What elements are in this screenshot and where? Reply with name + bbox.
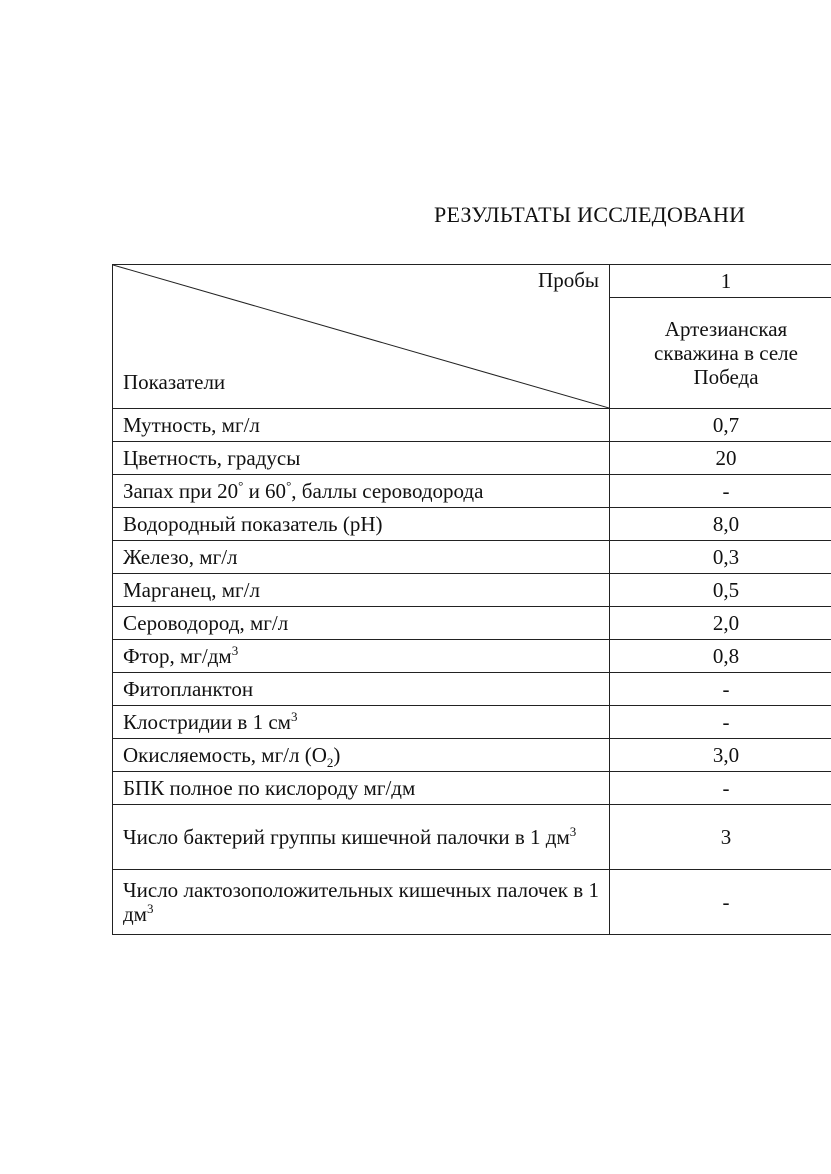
table-row <box>113 574 831 607</box>
degree-mark: ° <box>238 478 244 493</box>
parameter-text: Окисляемость, мг/л (O <box>123 743 327 767</box>
value-cell: - <box>610 706 831 739</box>
table-row <box>113 508 831 541</box>
superscript: 3 <box>146 901 154 916</box>
table-row <box>113 409 831 442</box>
table-row <box>113 706 831 739</box>
samples-label: Пробы <box>538 268 599 292</box>
parameter-cell: Водородный показатель (pH) <box>113 508 610 541</box>
header-row <box>113 265 831 298</box>
table-row <box>113 541 831 574</box>
value-cell: 0,8 <box>610 640 831 673</box>
table-row <box>113 870 831 935</box>
value-cell: - <box>610 475 831 508</box>
diagonal-header-cell <box>113 265 610 409</box>
value-cell: 0,5 <box>610 574 831 607</box>
parameter-cell: Марганец, мг/л <box>113 574 610 607</box>
parameter-text: Число лактозоположительных кишечных палочек в 1 дм <box>123 878 599 926</box>
parameter-cell: Цветность, градусы <box>113 442 610 475</box>
superscript: 3 <box>569 824 577 839</box>
parameter-cell <box>113 805 610 870</box>
parameter-cell <box>113 640 610 673</box>
indicators-label: Показатели <box>123 370 226 394</box>
parameter-text: Запах при 20 <box>123 479 239 503</box>
table-row <box>113 607 831 640</box>
parameter-text: Число бактерий группы кишечной палочки в 1 дм <box>123 825 570 849</box>
parameter-cell: Мутность, мг/л <box>113 409 610 442</box>
value-cell: - <box>610 772 831 805</box>
parameter-cell: БПК полное по кислороду мг/дм <box>113 772 610 805</box>
table-row <box>113 739 831 772</box>
value-cell: - <box>610 673 831 706</box>
value-cell: 3,0 <box>610 739 831 772</box>
parameter-text: , баллы сероводорода <box>291 479 484 503</box>
results-table <box>112 264 831 935</box>
value-cell: 3 <box>610 805 831 870</box>
parameter-cell: Сероводород, мг/л <box>113 607 610 640</box>
parameter-cell <box>113 739 610 772</box>
parameter-cell: Железо, мг/л <box>113 541 610 574</box>
parameter-cell <box>113 475 610 508</box>
table-row <box>113 772 831 805</box>
parameter-text: Клостридии в 1 см <box>123 710 291 734</box>
parameter-text: и 60 <box>243 479 287 503</box>
value-cell: 0,7 <box>610 409 831 442</box>
sample-name: Артезианская скважина в селе Победа <box>610 298 831 409</box>
table-row <box>113 805 831 870</box>
superscript: 3 <box>231 643 239 658</box>
parameter-cell: Фитопланктон <box>113 673 610 706</box>
value-cell: 8,0 <box>610 508 831 541</box>
table-row <box>113 475 831 508</box>
value-cell: 2,0 <box>610 607 831 640</box>
degree-mark: ° <box>286 478 292 493</box>
value-cell: - <box>610 870 831 935</box>
value-cell: 0,3 <box>610 541 831 574</box>
parameter-text: ) <box>333 743 341 767</box>
value-cell: 20 <box>610 442 831 475</box>
subscript: 2 <box>326 755 334 771</box>
table-row <box>113 640 831 673</box>
page-title: РЕЗУЛЬТАТЫ ИССЛЕДОВАНИ <box>434 202 746 227</box>
parameter-cell <box>113 870 610 935</box>
table-row <box>113 442 831 475</box>
superscript: 3 <box>290 709 298 724</box>
parameter-text: Фтор, мг/дм <box>123 644 232 668</box>
parameter-cell <box>113 706 610 739</box>
table-row <box>113 673 831 706</box>
sample-number: 1 <box>610 265 831 298</box>
